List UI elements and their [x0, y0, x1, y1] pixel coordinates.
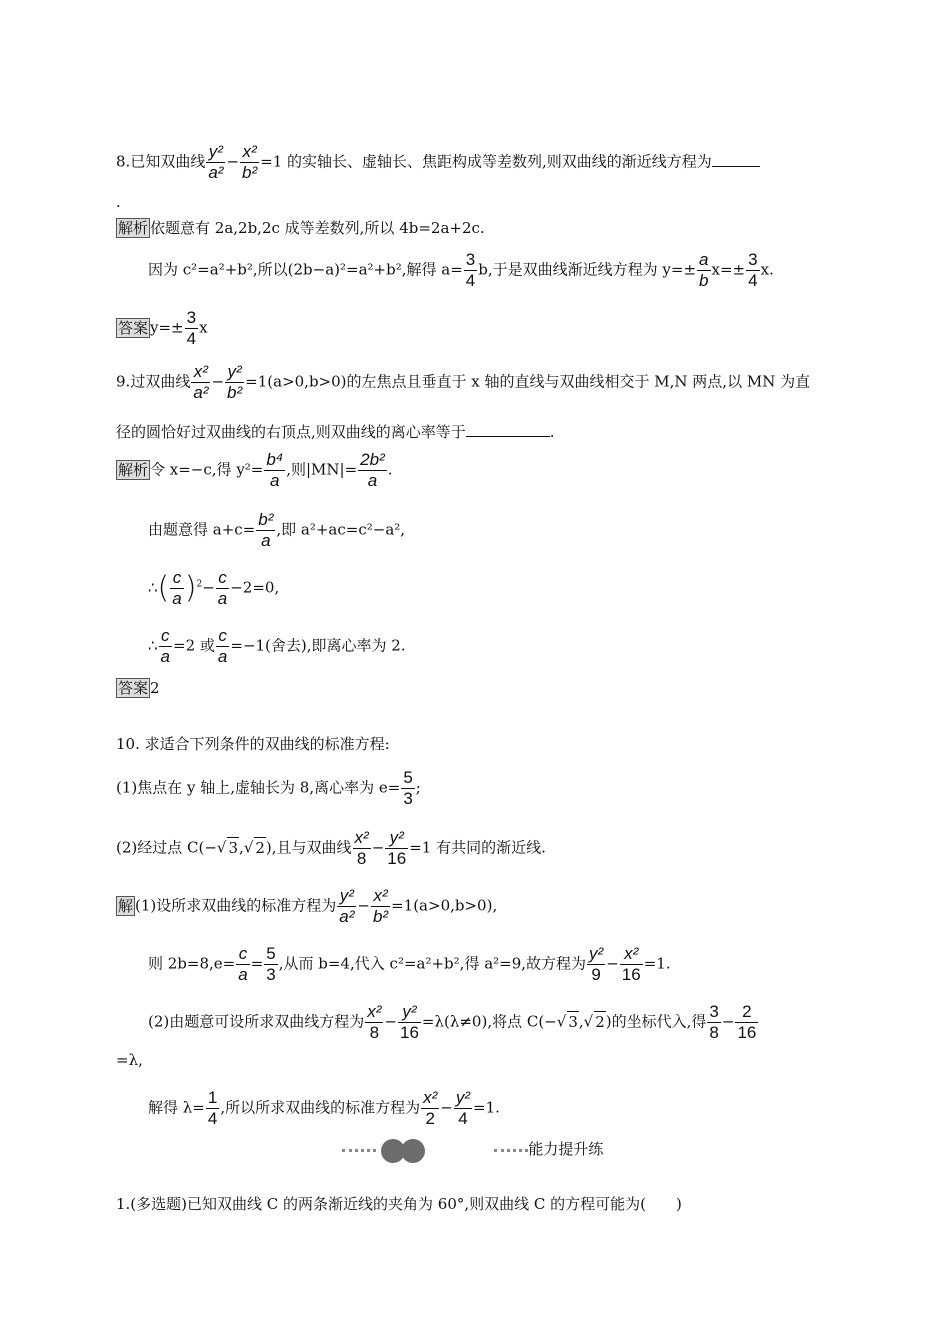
dotted-line-right	[494, 1149, 528, 1152]
solution-tag: 解	[118, 896, 134, 915]
q10-solution-line1: 解 (1)设所求双曲线的标准方程为 $\frac{\text{y²}}{\text{a²}}$ − $\frac{\text{x²}}{\text{b²}}$ =1(a>0,b>0),	[118, 886, 498, 926]
q8-answer: 答案 y=± $\frac{3}{4}$ x	[118, 308, 208, 348]
answer-blank	[712, 150, 760, 167]
q10-title: 10. 求适合下列条件的双曲线的标准方程:	[116, 735, 390, 753]
q10-condition2: (2)经过点 C(−√ 3,√ 2),且与双曲线 $\frac{\text{x²}}{8}$ − $\frac{\text{y²}}{16}$ =1 有共同的渐近线.	[116, 828, 546, 868]
q10-solution-line3: (2)由题意可设所求双曲线方程为 $\frac{\text{x²}}{8}$ − $\frac{\text{y²}}{16}$ =λ(λ≠0),将点 C(−√ 3,√ 2)的坐标代入,得 $\frac{3}{8}$ − $\frac{2}{16}$	[148, 1002, 757, 1042]
section-header	[342, 1134, 603, 1165]
q8-solution-line1: 解析 依题意有 2a,2b,2c 成等差数列,所以 4b=2a+2c.	[118, 219, 485, 237]
problem-1: 1.(多选题)已知双曲线 C 的两条渐近线的夹角为 60°,则双曲线 C 的方程可能为( )	[116, 1195, 682, 1213]
q10-solution-line5: 解得 λ= $\frac{1}{4}$ ,所以所求双曲线的标准方程为 $\frac{\text{x²}}{2}$ − $\frac{\text{y²}}{4}$ =1.	[148, 1088, 500, 1128]
q9-solution-line3: ∴( $\frac{c}{a}$ )$^2$− $\frac{c}{a}$ −2=0,	[148, 568, 280, 608]
answer-tag: 答案	[118, 318, 149, 337]
q10-solution-line2: 则 2b=8,e= $\frac{c}{a}$ = $\frac{5}{3}$ ,从而 b=4,代入 c²=a²+b²,得 a²=9,故方程为 $\frac{\text{y²}}{9}$ − $\frac{\text{x²}}{16}$ =1.	[148, 944, 671, 984]
q9-stem-line1: 9.过双曲线 $\frac{\text{x²}}{\text{a²}}$ − $\frac{\text{y²}}{\text{b²}}$ =1(a>0,b>0)的左焦点且垂直于 x 轴的直线与双曲线相交于 M,N 两点,以 MN 为直	[116, 362, 811, 402]
q9-stem-line2: 径的圆恰好过双曲线的右顶点,则双曲线的离心率等于 .	[116, 420, 555, 442]
frac-y2-a2: $\frac{\text{y²}}{\text{a²}}$	[208, 142, 224, 182]
q10-solution-line4: =λ,	[116, 1051, 143, 1069]
q9-answer: 答案 2	[118, 679, 160, 697]
frac-x2-b2: $\frac{\text{x²}}{\text{b²}}$	[242, 142, 258, 182]
decorative-circles-icon	[381, 1135, 431, 1165]
q8-stem: 8.已知双曲线 $\frac{\text{y²}}{\text{a²}}$ − $\frac{\text{x²}}{\text{b²}}$ =1 的实轴长、虚轴长、焦距构成等差数列,则双曲线的渐近线方程为	[116, 142, 760, 183]
answer-blank	[466, 420, 550, 437]
answer-tag: 答案	[118, 679, 149, 697]
q9-solution-line2: 由题意得 a+c= $\frac{\text{b²}}{a}$ ,即 a²+ac=c²−a²,	[148, 510, 406, 550]
q10-condition1: (1)焦点在 y 轴上,虚轴长为 8,离心率为 e= $\frac{5}{3}$ ;	[116, 768, 421, 808]
q8-solution-line2: 因为 c²=a²+b²,所以(2b−a)²=a²+b²,解得 a= $\frac{3}{4}$ b,于是双曲线渐近线方程为 y=± $\frac{a}{b}$ x=± $\frac{3}{4}$ x.	[148, 250, 774, 290]
analysis-tag: 解析	[118, 219, 149, 237]
dotted-line-left	[342, 1149, 376, 1152]
q8-tail: .	[116, 193, 121, 211]
section-label: 能力提升练	[528, 1140, 604, 1158]
q9-solution-line4: ∴ $\frac{c}{a}$ =2 或 $\frac{c}{a}$ =−1(舍去),即离心率为 2.	[148, 626, 406, 666]
analysis-tag: 解析	[118, 460, 149, 479]
q9-solution-line1: 解析 令 x=−c,得 y²= $\frac{\text{b⁴}}{a}$ ,则|MN|= $\frac{\text{2b²}}{a}$ .	[118, 450, 393, 490]
